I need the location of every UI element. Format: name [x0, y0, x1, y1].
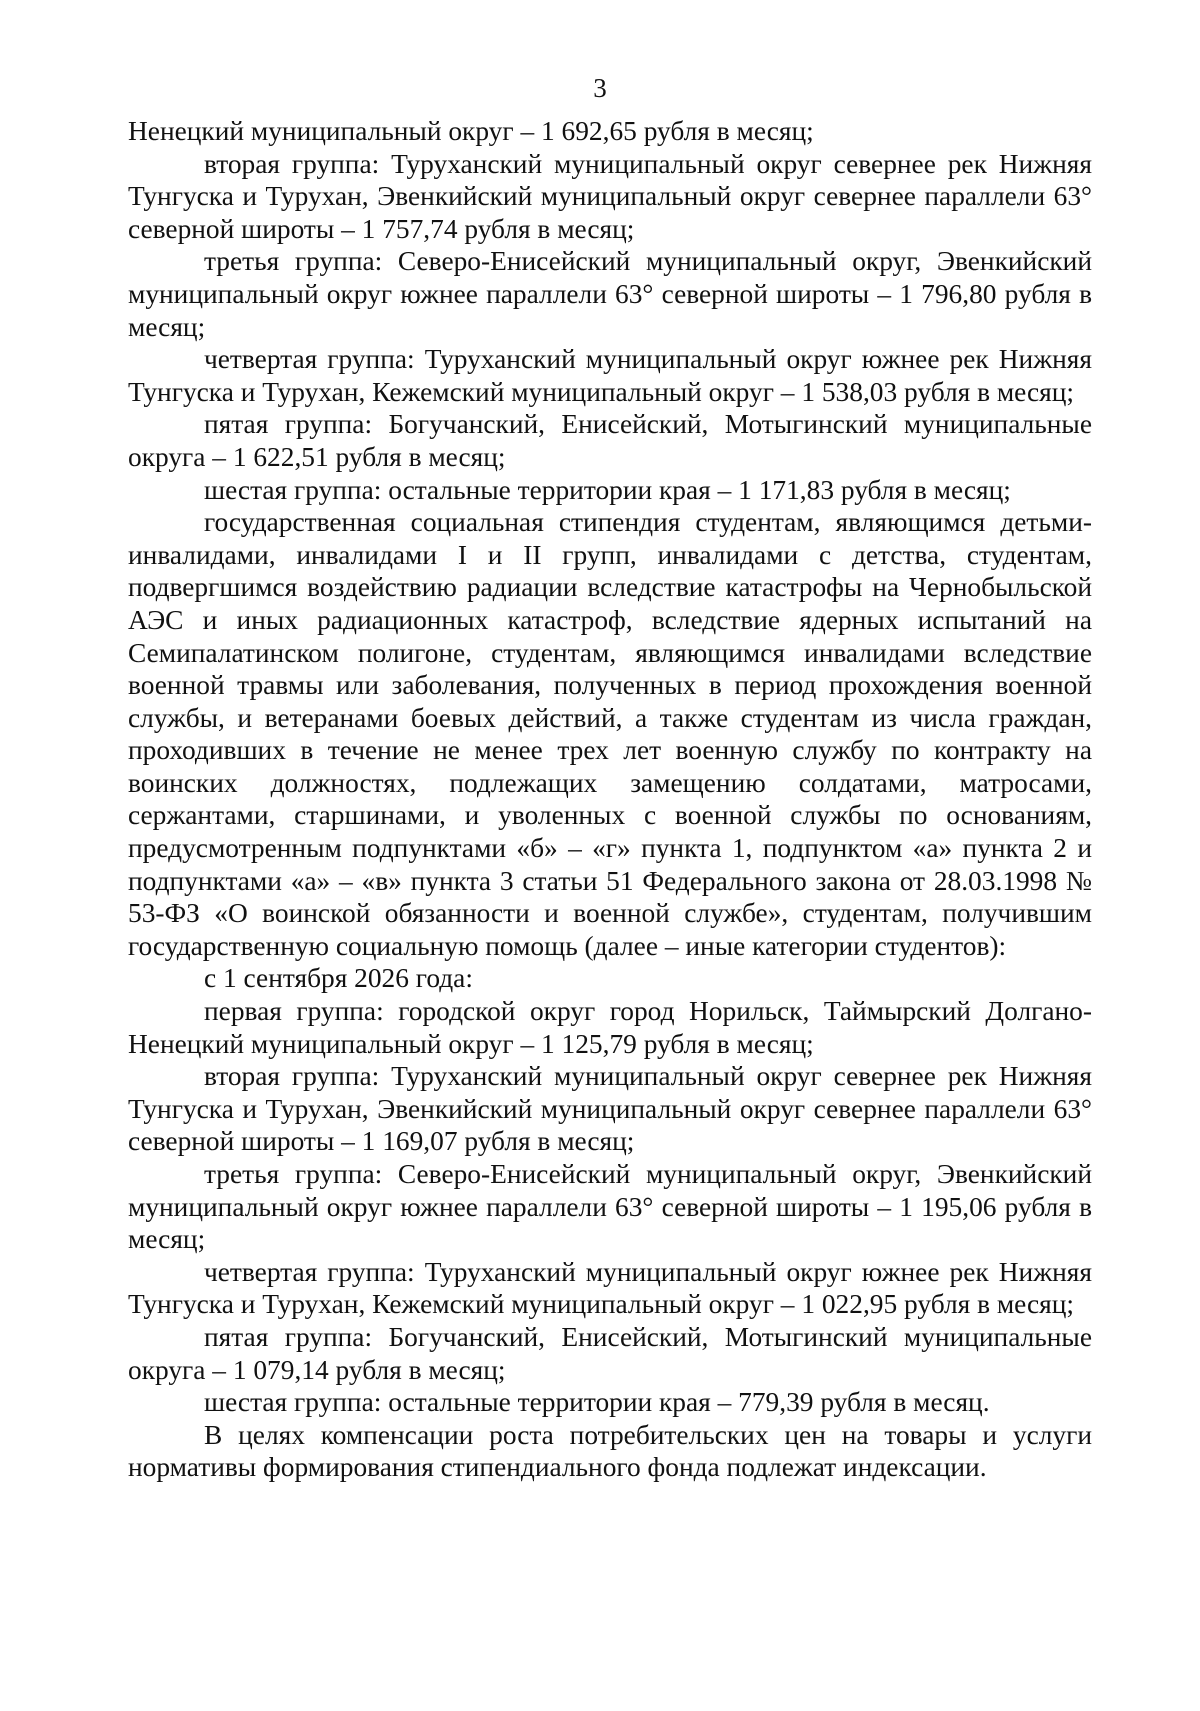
- paragraph: четвертая группа: Туруханский муниципальный округ южнее рек Нижняя Тунгуска и Турухан, Кежемский муниципальный округ – 1 022,95 рубля в месяц;: [128, 1256, 1092, 1320]
- paragraph: государственная социальная стипендия студентам, являющимся детьми-инвалидами, инвалидами I и II групп, инвалидами с детства, студентам, подвергшимся воздействию радиации вследствие катастрофы на Чернобыльской АЭС и иных радиационных катастроф, вследствие ядерных испытаний на Семипалатинском полигоне, студентам, являющимся инвалидами вследствие военной травмы или заболевания, полученных в период прохождения военной службы, и ветеранами боевых действий, а также студентам из числа граждан, проходивших в течение не менее трех лет военную службу по контракту на воинских должностях, подлежащих замещению солдатами, матросами, сержантами, старшинами, и уволенных с военной службы по основаниям, предусмотренным подпунктами «б» – «г» пункта 1, подпунктом «а» пункта 2 и подпунктами «а» – «в» пункта 3 статьи 51 Федерального закона от 28.03.1998 № 53-ФЗ «О воинской обязанности и военной службе», студентам, получившим государственную социальную помощь (далее – иные категории студентов):: [128, 507, 1092, 961]
- paragraph: шестая группа: остальные территории края – 779,39 рубля в месяц.: [204, 1387, 990, 1418]
- paragraph: пятая группа: Богучанский, Енисейский, Мотыгинский муниципальные округа – 1 622,51 рубля в месяц;: [128, 409, 1092, 472]
- paragraph: пятая группа: Богучанский, Енисейский, Мотыгинский муниципальные округа – 1 079,14 рубля в месяц;: [128, 1321, 1092, 1385]
- paragraph: первая группа: городской округ город Норильск, Таймырский Долгано-Ненецкий муниципальный округ – 1 125,79 рубля в месяц;: [128, 996, 1092, 1059]
- paragraph: Ненецкий муниципальный округ – 1 692,65 рубля в месяц;: [128, 116, 814, 146]
- paragraph: третья группа: Северо-Енисейский муниципальный округ, Эвенкийский муниципальный округ южнее параллели 63° северной широты – 1 796,80 рубля в месяц;: [128, 246, 1092, 342]
- paragraph: шестая группа: остальные территории края – 1 171,83 рубля в месяц;: [204, 474, 1011, 505]
- paragraph: вторая группа: Туруханский муниципальный округ севернее рек Нижняя Тунгуска и Турухан, Эвенкийский муниципальный округ севернее параллели 63° северной широты – 1 169,07 рубля в месяц;: [128, 1061, 1092, 1157]
- paragraph: с 1 сентября 2026 года:: [204, 963, 473, 994]
- page-number: 3: [593, 73, 607, 103]
- paragraph: третья группа: Северо-Енисейский муниципальный округ, Эвенкийский муниципальный округ южнее параллели 63° северной широты – 1 195,06 рубля в месяц;: [128, 1159, 1092, 1255]
- paragraph: В целях компенсации роста потребительских цен на товары и услуги нормативы формирования стипендиального фонда подлежат индексации.: [128, 1419, 1092, 1483]
- paragraph: вторая группа: Туруханский муниципальный округ севернее рек Нижняя Тунгуска и Турухан, Эвенкийский муниципальный округ севернее параллели 63° северной широты – 1 757,74 рубля в месяц;: [128, 148, 1092, 244]
- document-body: [128, 115, 1092, 1484]
- paragraph: четвертая группа: Туруханский муниципальный округ южнее рек Нижняя Тунгуска и Турухан, Кежемский муниципальный округ – 1 538,03 рубля в месяц;: [128, 344, 1092, 407]
